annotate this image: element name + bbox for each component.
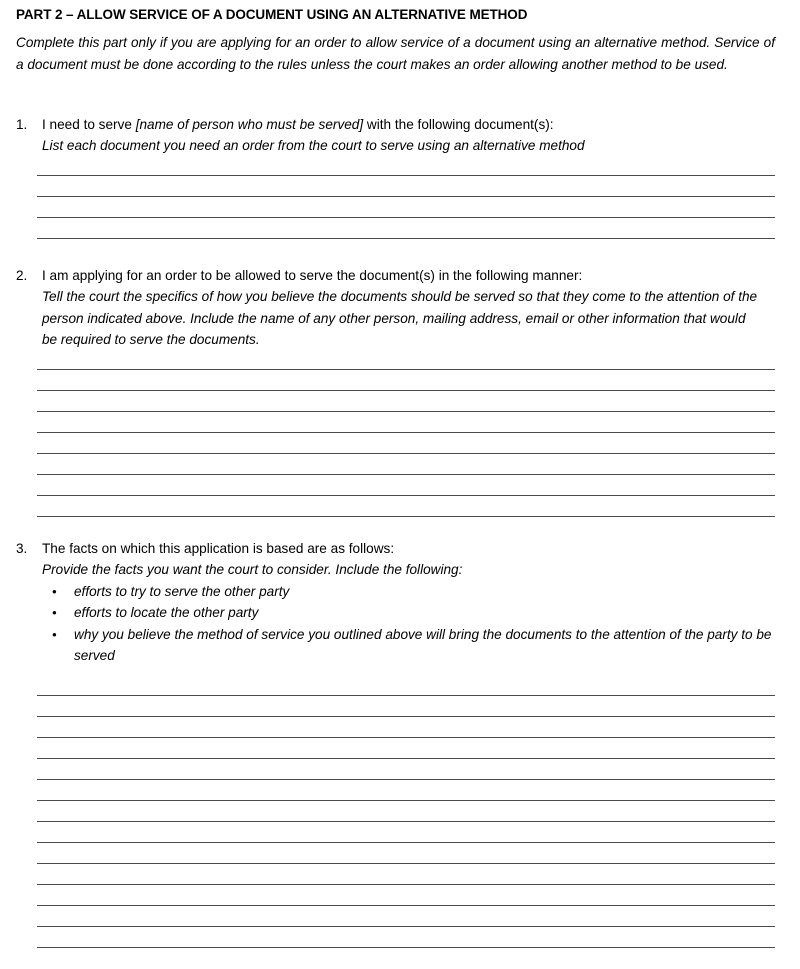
answer-line[interactable] [37, 822, 775, 843]
item-3-lead-row [16, 538, 776, 559]
item-1-lead-placeholder: [name of person who must be served] [135, 117, 364, 132]
form-item-3 [16, 538, 776, 667]
item-3-hint: Provide the facts you want the court to consider. Include the following: [42, 562, 463, 577]
item-1-lead [42, 117, 554, 132]
list-item [42, 602, 774, 624]
answer-line[interactable] [37, 412, 775, 433]
item-1-lead-row [16, 114, 776, 135]
item-3-lead: The facts on which this application is based are as follows: [42, 541, 395, 556]
item-1-number: 1. [16, 117, 28, 132]
answer-line[interactable] [37, 218, 775, 239]
form-item-2 [16, 265, 776, 351]
list-item [42, 624, 774, 667]
bullet-icon: • [52, 626, 57, 642]
answer-line[interactable] [37, 433, 775, 454]
answer-line[interactable] [37, 496, 775, 517]
item-1-answer-lines[interactable] [37, 155, 775, 239]
answer-line[interactable] [37, 370, 775, 391]
item-1-lead-after: with the following document(s): [363, 117, 554, 132]
list-item-label: why you believe the method of service you outlined above will bring the documents to the attention of the party to be served [74, 626, 772, 663]
item-1-lead-before: I need to serve [42, 117, 136, 132]
answer-line[interactable] [37, 738, 775, 759]
answer-line[interactable] [37, 780, 775, 801]
answer-line[interactable] [37, 759, 775, 780]
form-item-1 [16, 114, 776, 157]
answer-line[interactable] [37, 906, 775, 927]
bullet-icon: • [52, 583, 57, 599]
answer-line[interactable] [37, 391, 775, 412]
answer-line[interactable] [37, 843, 775, 864]
list-item [42, 581, 774, 603]
list-item-label: efforts to locate the other party [74, 605, 259, 620]
intro-paragraph: Complete this part only if you are applying for an order to allow service of a document using an alternative method. Service of a document must be done according to the rules unless the court makes an order allowing another method to be used. [16, 35, 775, 72]
item-2-answer-lines[interactable] [37, 349, 775, 517]
answer-line[interactable] [37, 696, 775, 717]
bullet-icon: • [52, 605, 57, 620]
list-item-label: efforts to try to serve the other party [74, 583, 290, 599]
page-title: PART 2 – ALLOW SERVICE OF A DOCUMENT USING AN ALTERNATIVE METHOD [16, 7, 528, 22]
item-3-number: 3. [16, 541, 28, 556]
answer-line[interactable] [37, 885, 775, 906]
item-2-lead: I am applying for an order to be allowed to serve the document(s) in the following manner: [42, 268, 583, 283]
answer-line[interactable] [37, 801, 775, 822]
answer-line[interactable] [37, 155, 775, 176]
answer-line[interactable] [37, 927, 775, 948]
answer-line[interactable] [37, 675, 775, 696]
item-3-bullet-list [16, 581, 776, 667]
answer-line[interactable] [37, 475, 775, 496]
answer-line[interactable] [37, 349, 775, 370]
item-3-answer-lines[interactable] [37, 675, 775, 948]
item-2-hint: Tell the court the specifics of how you believe the documents should be served so that they come to the attention of the person indicated above. Include the name of any other person, mailing address, email or other information that would be required to serve the documents. [42, 289, 758, 347]
answer-line[interactable] [37, 176, 775, 197]
item-2-number: 2. [16, 268, 28, 283]
item-2-lead-row [16, 265, 776, 286]
answer-line[interactable] [37, 454, 775, 475]
answer-line[interactable] [37, 197, 775, 218]
answer-line[interactable] [37, 717, 775, 738]
answer-line[interactable] [37, 864, 775, 885]
item-1-hint: List each document you need an order from the court to serve using an alternative method [42, 138, 585, 153]
